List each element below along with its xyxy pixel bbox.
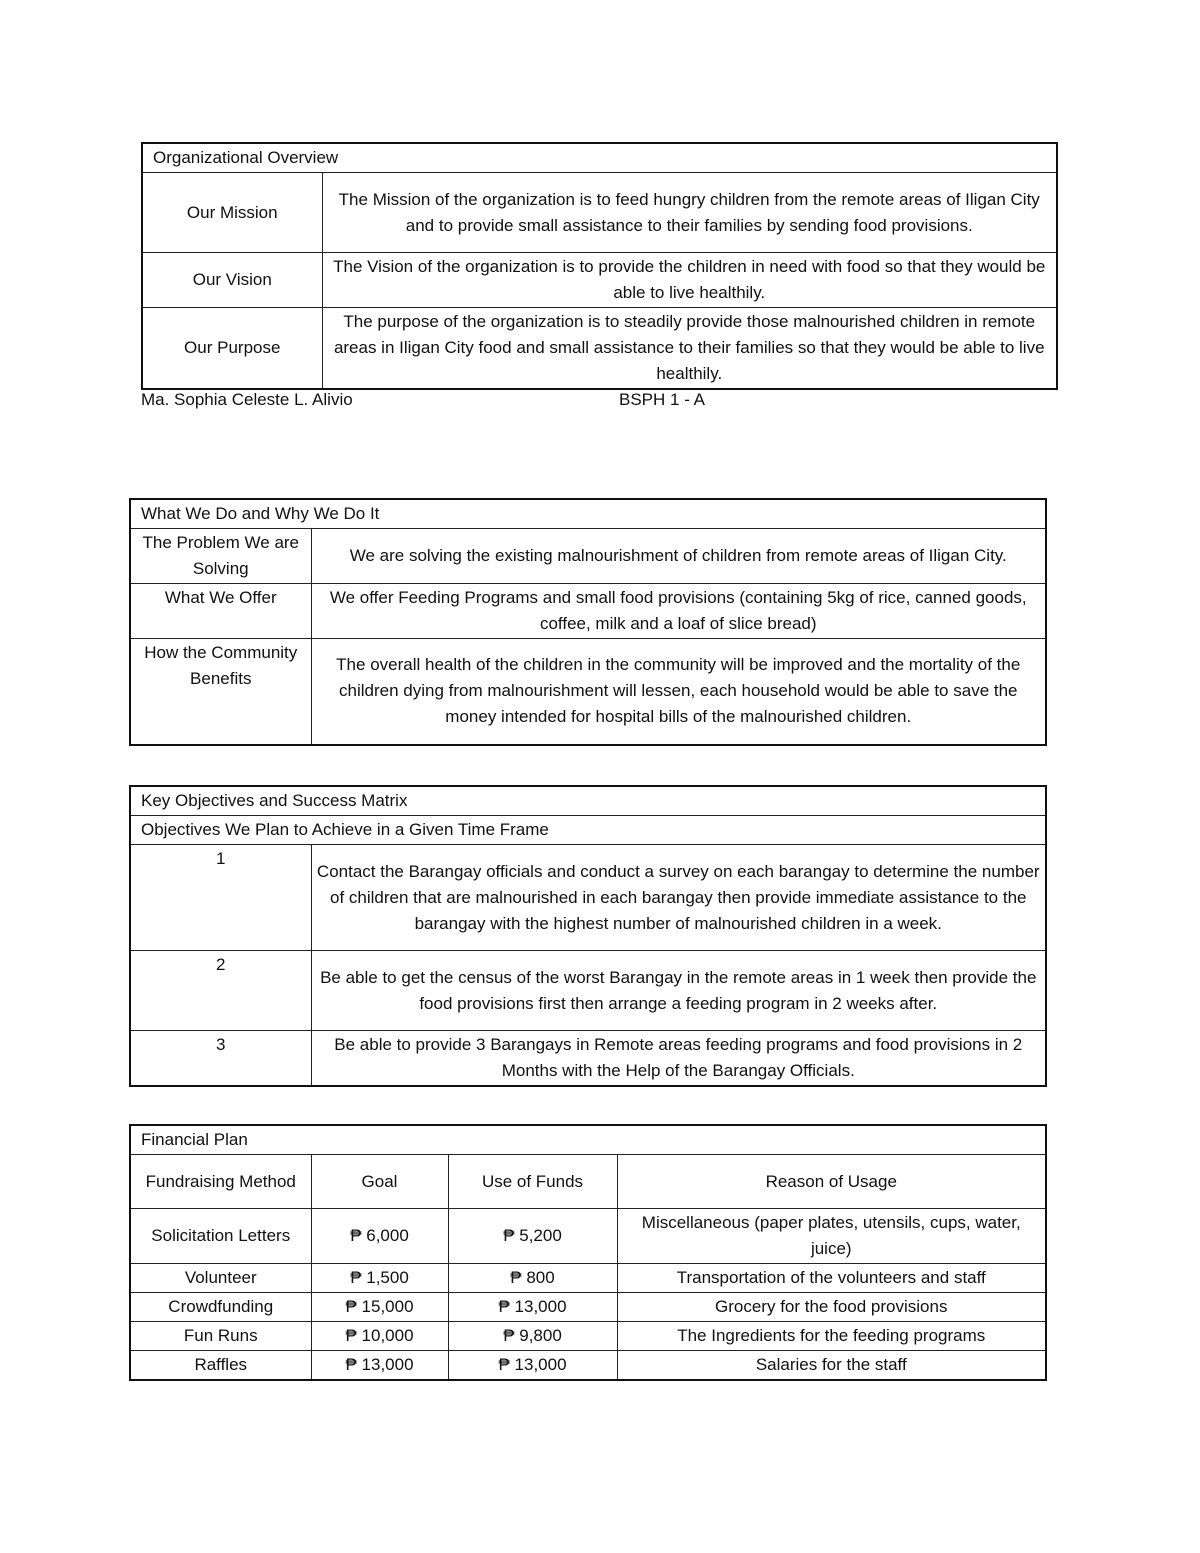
author-section: BSPH 1 - A: [619, 390, 705, 409]
table-row: [130, 845, 1046, 951]
cell-goal: ₱ 10,000: [311, 1322, 448, 1351]
objective-number: 1: [130, 845, 311, 951]
cell-goal: ₱ 15,000: [311, 1293, 448, 1322]
table-title: What We Do and Why We Do It: [130, 499, 1046, 529]
what-we-do-table: [129, 498, 1047, 746]
row-text-offer: We offer Feeding Programs and small food provisions (containing 5kg of rice, canned goods, coffee, milk and a loaf of slice bread): [311, 584, 1046, 639]
cell-method: Volunteer: [130, 1264, 311, 1293]
table-row: [130, 529, 1046, 584]
cell-reason: Grocery for the food provisions: [617, 1293, 1046, 1322]
cell-goal: ₱ 6,000: [311, 1209, 448, 1264]
objective-number: 2: [130, 951, 311, 1031]
cell-use: ₱ 5,200: [448, 1209, 617, 1264]
organizational-overview-table: [141, 142, 1058, 390]
objective-text: Be able to get the census of the worst Barangay in the remote areas in 1 week then provide the food provisions first then arrange a feeding program in 2 weeks after.: [311, 951, 1046, 1031]
table-row: [130, 639, 1046, 745]
row-label-offer: What We Offer: [130, 584, 311, 639]
table-title: Key Objectives and Success Matrix: [130, 786, 1046, 816]
row-label-purpose: Our Purpose: [142, 308, 322, 390]
row-text-mission: The Mission of the organization is to feed hungry children from the remote areas of Iligan City and to provide small assistance to their families by sending food provisions.: [322, 173, 1057, 253]
row-text-vision: The Vision of the organization is to provide the children in need with food so that they would be able to live healthily.: [322, 253, 1057, 308]
row-text-benefits: The overall health of the children in the community will be improved and the mortality of the children dying from malnourishment will lessen, each household would be able to save the money intended for hospital bills of the malnourished children.: [311, 639, 1046, 745]
objective-number: 3: [130, 1031, 311, 1087]
cell-method: Fun Runs: [130, 1322, 311, 1351]
table-row: [130, 1031, 1046, 1087]
cell-reason: Transportation of the volunteers and staff: [617, 1264, 1046, 1293]
cell-use: ₱ 9,800: [448, 1322, 617, 1351]
table-row: [130, 584, 1046, 639]
cell-reason: The Ingredients for the feeding programs: [617, 1322, 1046, 1351]
header-fundraising-method: Fundraising Method: [130, 1155, 311, 1209]
table-row: [130, 1351, 1046, 1381]
table-row: [130, 951, 1046, 1031]
financial-plan-table: [129, 1124, 1047, 1381]
cell-reason: Salaries for the staff: [617, 1351, 1046, 1381]
row-label-mission: Our Mission: [142, 173, 322, 253]
table-row: [130, 1264, 1046, 1293]
cell-method: Raffles: [130, 1351, 311, 1381]
author-name: Ma. Sophia Celeste L. Alivio: [141, 390, 353, 409]
row-text-purpose: The purpose of the organization is to steadily provide those malnourished children in remote areas in Iligan City food and small assistance to their families so that they would be able to live healthily.: [322, 308, 1057, 390]
header-reason-of-usage: Reason of Usage: [617, 1155, 1046, 1209]
table-subtitle: Objectives We Plan to Achieve in a Given Time Frame: [130, 816, 1046, 845]
table-title: Financial Plan: [130, 1125, 1046, 1155]
row-text-problem: We are solving the existing malnourishment of children from remote areas of Iligan City.: [311, 529, 1046, 584]
cell-use: ₱ 13,000: [448, 1351, 617, 1381]
cell-goal: ₱ 13,000: [311, 1351, 448, 1381]
key-objectives-table: [129, 785, 1047, 1087]
row-label-vision: Our Vision: [142, 253, 322, 308]
header-use-of-funds: Use of Funds: [448, 1155, 617, 1209]
cell-reason: Miscellaneous (paper plates, utensils, cups, water, juice): [617, 1209, 1046, 1264]
table-title: Organizational Overview: [142, 143, 1057, 173]
table-header-row: [130, 1155, 1046, 1209]
objective-text: Be able to provide 3 Barangays in Remote areas feeding programs and food provisions in 2 Months with the Help of the Barangay Officials.: [311, 1031, 1046, 1087]
table-row: [130, 1209, 1046, 1264]
table-row: [130, 1293, 1046, 1322]
row-label-benefits: How the Community Benefits: [130, 639, 311, 745]
table-row: [142, 308, 1057, 390]
cell-goal: ₱ 1,500: [311, 1264, 448, 1293]
cell-use: ₱ 800: [448, 1264, 617, 1293]
header-goal: Goal: [311, 1155, 448, 1209]
table-row: [142, 173, 1057, 253]
objective-text: Contact the Barangay officials and conduct a survey on each barangay to determine the number of children that are malnourished in each barangay then provide immediate assistance to the barangay with the highest number of malnourished children in a week.: [311, 845, 1046, 951]
cell-method: Crowdfunding: [130, 1293, 311, 1322]
row-label-problem: The Problem We are Solving: [130, 529, 311, 584]
cell-method: Solicitation Letters: [130, 1209, 311, 1264]
cell-use: ₱ 13,000: [448, 1293, 617, 1322]
table-row: [130, 1322, 1046, 1351]
table-row: [142, 253, 1057, 308]
